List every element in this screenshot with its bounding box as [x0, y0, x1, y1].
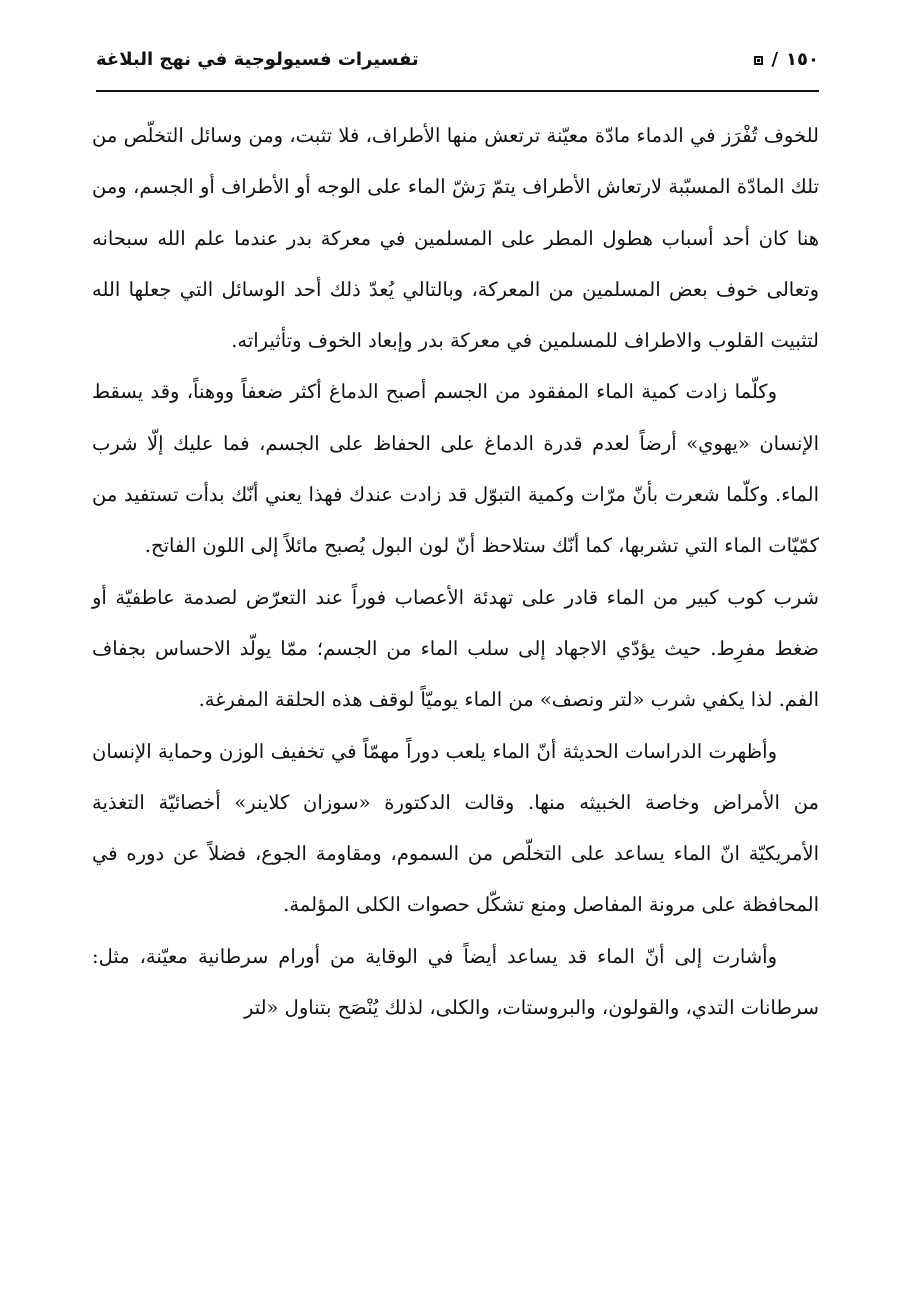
main-text — [92, 110, 819, 1033]
header-divider — [96, 90, 819, 92]
running-book-title: تفسيرات فسيولوجية في نهج البلاغة — [96, 49, 419, 70]
page-header — [96, 46, 819, 86]
page-number-block — [754, 46, 819, 74]
paragraph: وأشارت إلى أنّ الماء قد يساعد أيضاً في الوقاية من أورام سرطانية معيّنة، مثل: سرطانات التدي، والقولون، والبروستات، والكلى، لذلك يُنْصَح بتناول «لتر — [92, 944, 819, 1020]
paragraph: وكلّما زادت كمية الماء المفقود من الجسم أصبح الدماغ أكثر ضعفاً ووهناً، وقد يسقط الإنسان «يهوي» أرضاً لعدم قدرة الدماغ على الحفاظ على الجسم، فما عليك إلّا شرب الماء. وكلّما شعرت بأنّ مرّات وكمية التبوّل قد زادت عندك فهذا يعني أنّك بدأت تستفيد من كمّيّات الماء التي تشربها، كما أنّك ستلاحظ أنّ لون البول يُصبح مائلاً إلى اللون الفاتح. — [92, 380, 819, 558]
square-bullet-icon — [754, 56, 763, 65]
paragraph: شرب كوب كبير من الماء قادر على تهدئة الأعصاب فوراً عند التعرّض لصدمة عاطفيّة أو ضغط مفرِط. حيث يؤدّي الاجهاد إلى سلب الماء من الجسم؛ ممّا يولّد الاحساس بجفاف الفم. لذا يكفي شرب «لتر ونصف» من الماء يوميّاً لوقف هذه الحلقة المفرغة. — [92, 585, 819, 712]
paragraph: وأظهرت الدراسات الحديثة أنّ الماء يلعب دوراً مهمّاً في تخفيف الوزن وحماية الإنسان من الأمراض وخاصة الخبيثه منها. وقالت الدكتورة «سوزان كلاينر» أخصائيّة التغذية الأمريكيّة انّ الماء يساعد على التخلّص من السموم، ومقاومة الجوع، فضلاً عن دوره في المحافظة على مرونة المفاصل ومنع تشكّل حصوات الكلى المؤلمة. — [92, 739, 819, 917]
paragraph: للخوف تُفْرَز في الدماء مادّة معيّنة ترتعش منها الأطراف، فلا تثبت، ومن وسائل التخلّص من تلك المادّة المسبّبة لارتعاش الأطراف يتمّ رَشّ الماء على الوجه أو الأطراف أو الجسم، ومن هنا كان أحد أسباب هطول المطر على المسلمين في معركة بدر عندما علم الله سبحانه وتعالى خوف بعض المسلمين من المعركة، وبالتالي يُعدّ ذلك أحد الوسائل التي جعلها الله لتثبيت القلوب والاطراف للمسلمين في معركة بدر وإبعاد الخوف وتأثيراته. — [92, 124, 819, 353]
page-number: ١٥٠ — [786, 49, 819, 70]
page-separator: / — [771, 49, 779, 70]
